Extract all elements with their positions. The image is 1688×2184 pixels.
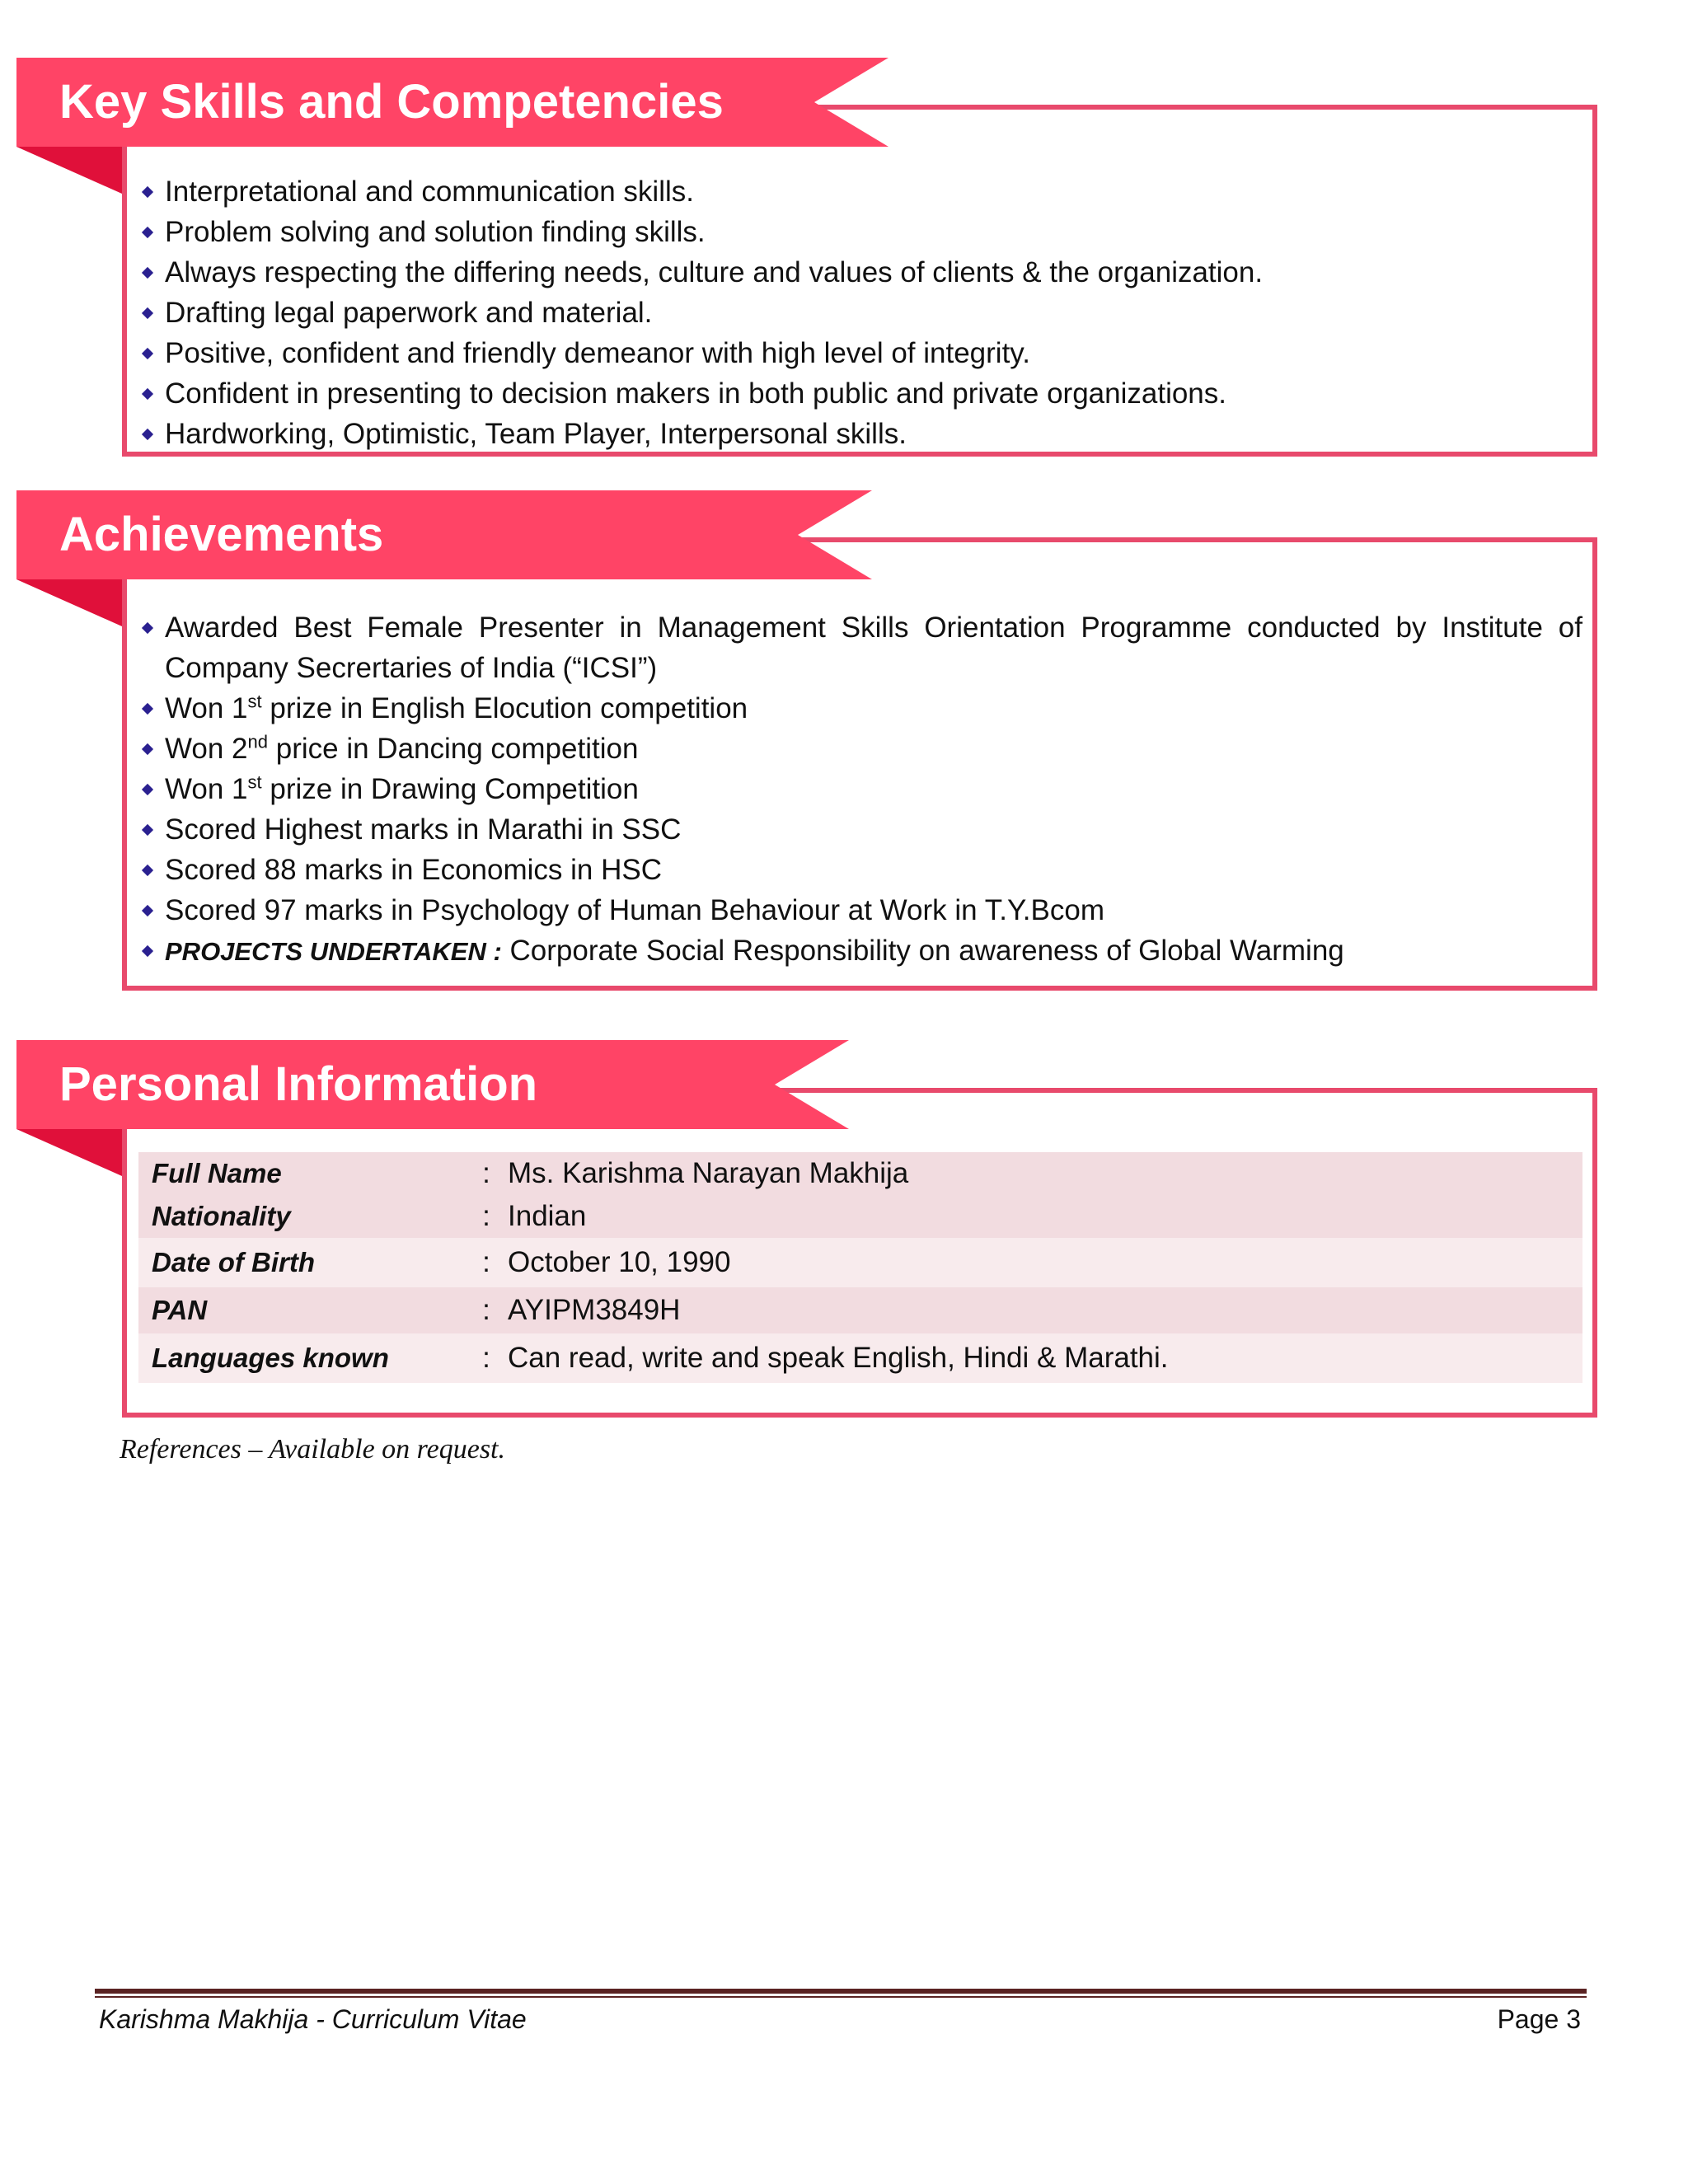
footer-page-number: Page 3 xyxy=(1497,2004,1581,2034)
list-item: Always respecting the differing needs, culture and values of clients & the organization. xyxy=(140,252,1582,293)
list-item: Positive, confident and friendly demeanor with high level of integrity. xyxy=(140,333,1582,373)
list-item: Won 2nd price in Dancing competition xyxy=(140,729,1582,769)
skills-title: Key Skills and Competencies xyxy=(59,75,724,129)
list-item: Hardworking, Optimistic, Team Player, Interpersonal skills. xyxy=(140,414,1582,454)
personal-title: Personal Information xyxy=(59,1057,538,1111)
table-row: Languages known : Can read, write and speak English, Hindi & Marathi. xyxy=(138,1333,1582,1383)
footer-divider xyxy=(95,1989,1587,1994)
table-row: Date of Birth : October 10, 1990 xyxy=(138,1238,1582,1287)
projects-label: PROJECTS UNDERTAKEN : xyxy=(165,937,502,966)
list-item: Awarded Best Female Presenter in Management Skills Orientation Programme conducted by Institute of Company Secrertaries of India (“ICSI”) xyxy=(140,607,1582,688)
achievements-list xyxy=(140,607,1582,972)
list-item: Drafting legal paperwork and material. xyxy=(140,293,1582,333)
table-row: Full Name : Ms. Karishma Narayan Makhija xyxy=(138,1152,1582,1195)
list-item: Scored Highest marks in Marathi in SSC xyxy=(140,809,1582,850)
list-item: Won 1st prize in English Elocution competition xyxy=(140,688,1582,729)
personal-info-table xyxy=(138,1152,1582,1383)
footer-divider-thin xyxy=(95,1996,1587,1998)
list-item: Confident in presenting to decision makers in both public and private organizations. xyxy=(140,373,1582,414)
table-row: PAN : AYIPM3849H xyxy=(138,1287,1582,1333)
table-row: Nationality : Indian xyxy=(138,1195,1582,1238)
footer-document-title: Karishma Makhija - Curriculum Vitae xyxy=(99,2004,527,2034)
list-item: PROJECTS UNDERTAKEN : Corporate Social Responsibility on awareness of Global Warming xyxy=(140,930,1582,972)
list-item: Problem solving and solution finding skills. xyxy=(140,212,1582,252)
list-item: Won 1st prize in Drawing Competition xyxy=(140,769,1582,809)
list-item: Scored 88 marks in Economics in HSC xyxy=(140,850,1582,890)
references-note: References – Available on request. xyxy=(120,1434,505,1465)
skills-list xyxy=(140,171,1582,454)
achievements-title: Achievements xyxy=(59,508,384,561)
list-item: Scored 97 marks in Psychology of Human Behaviour at Work in T.Y.Bcom xyxy=(140,890,1582,930)
list-item: Interpretational and communication skills. xyxy=(140,171,1582,212)
